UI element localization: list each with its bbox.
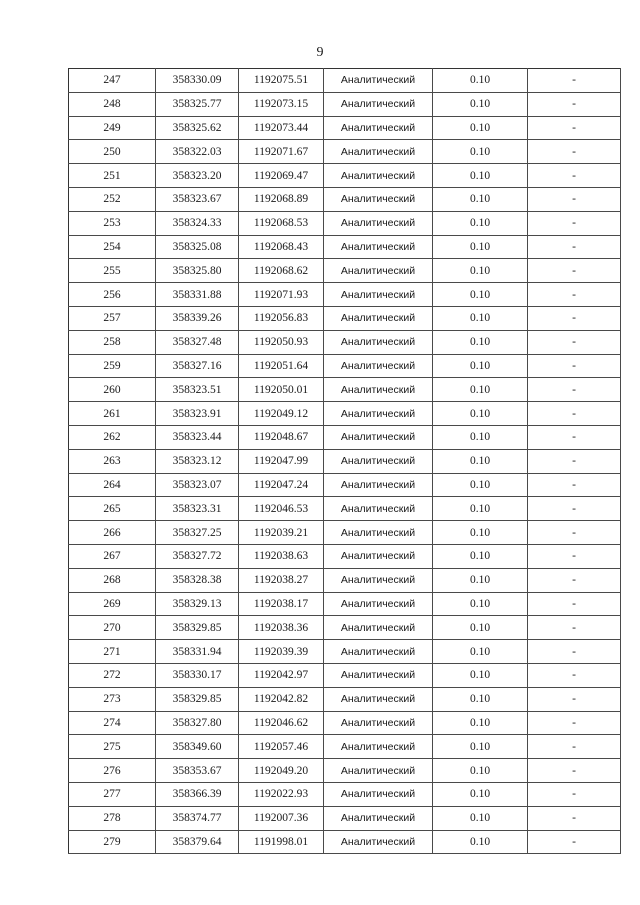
page-number: 9 (316, 45, 324, 60)
y-coordinate-cell: 1192022.93 (239, 782, 324, 806)
method-cell: Аналитический (324, 521, 433, 545)
point-number-cell: 249 (69, 116, 156, 140)
x-coordinate-cell: 358325.08 (156, 235, 239, 259)
table-row (69, 140, 621, 164)
method-cell: Аналитический (324, 568, 433, 592)
x-coordinate-cell: 358327.80 (156, 711, 239, 735)
point-number-cell: 257 (69, 306, 156, 330)
y-coordinate-cell: 1192038.63 (239, 544, 324, 568)
x-coordinate-cell: 358327.72 (156, 544, 239, 568)
table-row (69, 235, 621, 259)
accuracy-cell: 0.10 (433, 473, 528, 497)
table-row (69, 330, 621, 354)
accuracy-cell: 0.10 (433, 378, 528, 402)
y-coordinate-cell: 1192050.93 (239, 330, 324, 354)
extra-cell: - (528, 140, 621, 164)
coordinates-table-body (69, 69, 621, 854)
method-cell: Аналитический (324, 687, 433, 711)
accuracy-cell: 0.10 (433, 830, 528, 854)
method-cell: Аналитический (324, 92, 433, 116)
accuracy-cell: 0.10 (433, 425, 528, 449)
y-coordinate-cell: 1192068.89 (239, 187, 324, 211)
accuracy-cell: 0.10 (433, 140, 528, 164)
method-cell: Аналитический (324, 640, 433, 664)
extra-cell: - (528, 69, 621, 93)
method-cell: Аналитический (324, 164, 433, 188)
table-row (69, 92, 621, 116)
point-number-cell: 250 (69, 140, 156, 164)
point-number-cell: 251 (69, 164, 156, 188)
method-cell: Аналитический (324, 735, 433, 759)
method-cell: Аналитический (324, 592, 433, 616)
point-number-cell: 264 (69, 473, 156, 497)
table-row (69, 616, 621, 640)
point-number-cell: 278 (69, 806, 156, 830)
point-number-cell: 247 (69, 69, 156, 93)
table-row (69, 521, 621, 545)
extra-cell: - (528, 283, 621, 307)
accuracy-cell: 0.10 (433, 354, 528, 378)
x-coordinate-cell: 358327.16 (156, 354, 239, 378)
point-number-cell: 268 (69, 568, 156, 592)
accuracy-cell: 0.10 (433, 521, 528, 545)
x-coordinate-cell: 358349.60 (156, 735, 239, 759)
point-number-cell: 258 (69, 330, 156, 354)
table-row (69, 402, 621, 426)
y-coordinate-cell: 1192039.21 (239, 521, 324, 545)
extra-cell: - (528, 806, 621, 830)
y-coordinate-cell: 1192068.43 (239, 235, 324, 259)
extra-cell: - (528, 235, 621, 259)
extra-cell: - (528, 330, 621, 354)
extra-cell: - (528, 497, 621, 521)
extra-cell: - (528, 735, 621, 759)
extra-cell: - (528, 259, 621, 283)
table-row (69, 687, 621, 711)
accuracy-cell: 0.10 (433, 544, 528, 568)
x-coordinate-cell: 358329.85 (156, 616, 239, 640)
y-coordinate-cell: 1192068.62 (239, 259, 324, 283)
point-number-cell: 267 (69, 544, 156, 568)
method-cell: Аналитический (324, 283, 433, 307)
method-cell: Аналитический (324, 830, 433, 854)
y-coordinate-cell: 1191998.01 (239, 830, 324, 854)
point-number-cell: 272 (69, 663, 156, 687)
table-row (69, 354, 621, 378)
x-coordinate-cell: 358366.39 (156, 782, 239, 806)
y-coordinate-cell: 1192073.44 (239, 116, 324, 140)
coordinates-table (68, 68, 621, 854)
point-number-cell: 261 (69, 402, 156, 426)
accuracy-cell: 0.10 (433, 92, 528, 116)
extra-cell: - (528, 711, 621, 735)
point-number-cell: 255 (69, 259, 156, 283)
point-number-cell: 248 (69, 92, 156, 116)
y-coordinate-cell: 1192042.97 (239, 663, 324, 687)
accuracy-cell: 0.10 (433, 806, 528, 830)
x-coordinate-cell: 358339.26 (156, 306, 239, 330)
point-number-cell: 273 (69, 687, 156, 711)
point-number-cell: 252 (69, 187, 156, 211)
accuracy-cell: 0.10 (433, 759, 528, 783)
point-number-cell: 276 (69, 759, 156, 783)
method-cell: Аналитический (324, 544, 433, 568)
table-row (69, 568, 621, 592)
method-cell: Аналитический (324, 259, 433, 283)
point-number-cell: 262 (69, 425, 156, 449)
extra-cell: - (528, 473, 621, 497)
y-coordinate-cell: 1192057.46 (239, 735, 324, 759)
extra-cell: - (528, 402, 621, 426)
method-cell: Аналитический (324, 69, 433, 93)
x-coordinate-cell: 358331.88 (156, 283, 239, 307)
y-coordinate-cell: 1192047.99 (239, 449, 324, 473)
x-coordinate-cell: 358323.07 (156, 473, 239, 497)
extra-cell: - (528, 830, 621, 854)
x-coordinate-cell: 358374.77 (156, 806, 239, 830)
point-number-cell: 269 (69, 592, 156, 616)
table-row (69, 663, 621, 687)
x-coordinate-cell: 358323.51 (156, 378, 239, 402)
accuracy-cell: 0.10 (433, 306, 528, 330)
table-row (69, 259, 621, 283)
table-row (69, 544, 621, 568)
accuracy-cell: 0.10 (433, 711, 528, 735)
x-coordinate-cell: 358325.77 (156, 92, 239, 116)
method-cell: Аналитический (324, 354, 433, 378)
x-coordinate-cell: 358329.13 (156, 592, 239, 616)
method-cell: Аналитический (324, 806, 433, 830)
x-coordinate-cell: 358324.33 (156, 211, 239, 235)
x-coordinate-cell: 358323.67 (156, 187, 239, 211)
y-coordinate-cell: 1192039.39 (239, 640, 324, 664)
y-coordinate-cell: 1192069.47 (239, 164, 324, 188)
table-row (69, 116, 621, 140)
y-coordinate-cell: 1192049.12 (239, 402, 324, 426)
method-cell: Аналитический (324, 378, 433, 402)
table-row (69, 211, 621, 235)
x-coordinate-cell: 358323.31 (156, 497, 239, 521)
point-number-cell: 266 (69, 521, 156, 545)
extra-cell: - (528, 592, 621, 616)
accuracy-cell: 0.10 (433, 116, 528, 140)
x-coordinate-cell: 358328.38 (156, 568, 239, 592)
point-number-cell: 277 (69, 782, 156, 806)
x-coordinate-cell: 358353.67 (156, 759, 239, 783)
extra-cell: - (528, 164, 621, 188)
y-coordinate-cell: 1192047.24 (239, 473, 324, 497)
method-cell: Аналитический (324, 497, 433, 521)
y-coordinate-cell: 1192075.51 (239, 69, 324, 93)
point-number-cell: 275 (69, 735, 156, 759)
accuracy-cell: 0.10 (433, 283, 528, 307)
table-row (69, 830, 621, 854)
accuracy-cell: 0.10 (433, 449, 528, 473)
x-coordinate-cell: 358330.17 (156, 663, 239, 687)
table-row (69, 449, 621, 473)
extra-cell: - (528, 782, 621, 806)
table-row (69, 640, 621, 664)
method-cell: Аналитический (324, 402, 433, 426)
y-coordinate-cell: 1192007.36 (239, 806, 324, 830)
accuracy-cell: 0.10 (433, 187, 528, 211)
x-coordinate-cell: 358331.94 (156, 640, 239, 664)
accuracy-cell: 0.10 (433, 735, 528, 759)
x-coordinate-cell: 358322.03 (156, 140, 239, 164)
y-coordinate-cell: 1192048.67 (239, 425, 324, 449)
x-coordinate-cell: 358325.80 (156, 259, 239, 283)
method-cell: Аналитический (324, 782, 433, 806)
extra-cell: - (528, 211, 621, 235)
extra-cell: - (528, 306, 621, 330)
table-row (69, 473, 621, 497)
extra-cell: - (528, 616, 621, 640)
table-row (69, 164, 621, 188)
x-coordinate-cell: 358327.25 (156, 521, 239, 545)
extra-cell: - (528, 640, 621, 664)
point-number-cell: 270 (69, 616, 156, 640)
point-number-cell: 279 (69, 830, 156, 854)
accuracy-cell: 0.10 (433, 330, 528, 354)
y-coordinate-cell: 1192049.20 (239, 759, 324, 783)
method-cell: Аналитический (324, 711, 433, 735)
accuracy-cell: 0.10 (433, 69, 528, 93)
extra-cell: - (528, 687, 621, 711)
method-cell: Аналитический (324, 211, 433, 235)
point-number-cell: 256 (69, 283, 156, 307)
table-row (69, 759, 621, 783)
table-row (69, 306, 621, 330)
y-coordinate-cell: 1192068.53 (239, 211, 324, 235)
accuracy-cell: 0.10 (433, 211, 528, 235)
method-cell: Аналитический (324, 449, 433, 473)
y-coordinate-cell: 1192056.83 (239, 306, 324, 330)
table-row (69, 497, 621, 521)
y-coordinate-cell: 1192042.82 (239, 687, 324, 711)
table-row (69, 782, 621, 806)
y-coordinate-cell: 1192071.93 (239, 283, 324, 307)
table-row (69, 187, 621, 211)
x-coordinate-cell: 358323.20 (156, 164, 239, 188)
accuracy-cell: 0.10 (433, 687, 528, 711)
table-row (69, 806, 621, 830)
table-row (69, 592, 621, 616)
point-number-cell: 254 (69, 235, 156, 259)
accuracy-cell: 0.10 (433, 497, 528, 521)
x-coordinate-cell: 358325.62 (156, 116, 239, 140)
method-cell: Аналитический (324, 759, 433, 783)
x-coordinate-cell: 358323.91 (156, 402, 239, 426)
accuracy-cell: 0.10 (433, 164, 528, 188)
y-coordinate-cell: 1192038.27 (239, 568, 324, 592)
method-cell: Аналитический (324, 140, 433, 164)
point-number-cell: 259 (69, 354, 156, 378)
x-coordinate-cell: 358323.12 (156, 449, 239, 473)
method-cell: Аналитический (324, 425, 433, 449)
table-row (69, 378, 621, 402)
y-coordinate-cell: 1192038.36 (239, 616, 324, 640)
extra-cell: - (528, 759, 621, 783)
extra-cell: - (528, 568, 621, 592)
accuracy-cell: 0.10 (433, 663, 528, 687)
extra-cell: - (528, 378, 621, 402)
table-row (69, 69, 621, 93)
point-number-cell: 263 (69, 449, 156, 473)
method-cell: Аналитический (324, 663, 433, 687)
point-number-cell: 265 (69, 497, 156, 521)
accuracy-cell: 0.10 (433, 640, 528, 664)
x-coordinate-cell: 358330.09 (156, 69, 239, 93)
point-number-cell: 271 (69, 640, 156, 664)
extra-cell: - (528, 116, 621, 140)
extra-cell: - (528, 425, 621, 449)
accuracy-cell: 0.10 (433, 402, 528, 426)
point-number-cell: 260 (69, 378, 156, 402)
accuracy-cell: 0.10 (433, 235, 528, 259)
y-coordinate-cell: 1192038.17 (239, 592, 324, 616)
extra-cell: - (528, 663, 621, 687)
y-coordinate-cell: 1192073.15 (239, 92, 324, 116)
table-row (69, 735, 621, 759)
extra-cell: - (528, 544, 621, 568)
method-cell: Аналитический (324, 473, 433, 497)
extra-cell: - (528, 92, 621, 116)
x-coordinate-cell: 358379.64 (156, 830, 239, 854)
y-coordinate-cell: 1192046.62 (239, 711, 324, 735)
method-cell: Аналитический (324, 616, 433, 640)
table-row (69, 711, 621, 735)
accuracy-cell: 0.10 (433, 782, 528, 806)
point-number-cell: 274 (69, 711, 156, 735)
method-cell: Аналитический (324, 116, 433, 140)
y-coordinate-cell: 1192071.67 (239, 140, 324, 164)
table-row (69, 425, 621, 449)
method-cell: Аналитический (324, 235, 433, 259)
accuracy-cell: 0.10 (433, 568, 528, 592)
x-coordinate-cell: 358323.44 (156, 425, 239, 449)
accuracy-cell: 0.10 (433, 259, 528, 283)
x-coordinate-cell: 358327.48 (156, 330, 239, 354)
method-cell: Аналитический (324, 330, 433, 354)
accuracy-cell: 0.10 (433, 616, 528, 640)
table-row (69, 283, 621, 307)
point-number-cell: 253 (69, 211, 156, 235)
y-coordinate-cell: 1192046.53 (239, 497, 324, 521)
x-coordinate-cell: 358329.85 (156, 687, 239, 711)
extra-cell: - (528, 449, 621, 473)
extra-cell: - (528, 187, 621, 211)
extra-cell: - (528, 354, 621, 378)
method-cell: Аналитический (324, 187, 433, 211)
y-coordinate-cell: 1192050.01 (239, 378, 324, 402)
y-coordinate-cell: 1192051.64 (239, 354, 324, 378)
method-cell: Аналитический (324, 306, 433, 330)
accuracy-cell: 0.10 (433, 592, 528, 616)
extra-cell: - (528, 521, 621, 545)
